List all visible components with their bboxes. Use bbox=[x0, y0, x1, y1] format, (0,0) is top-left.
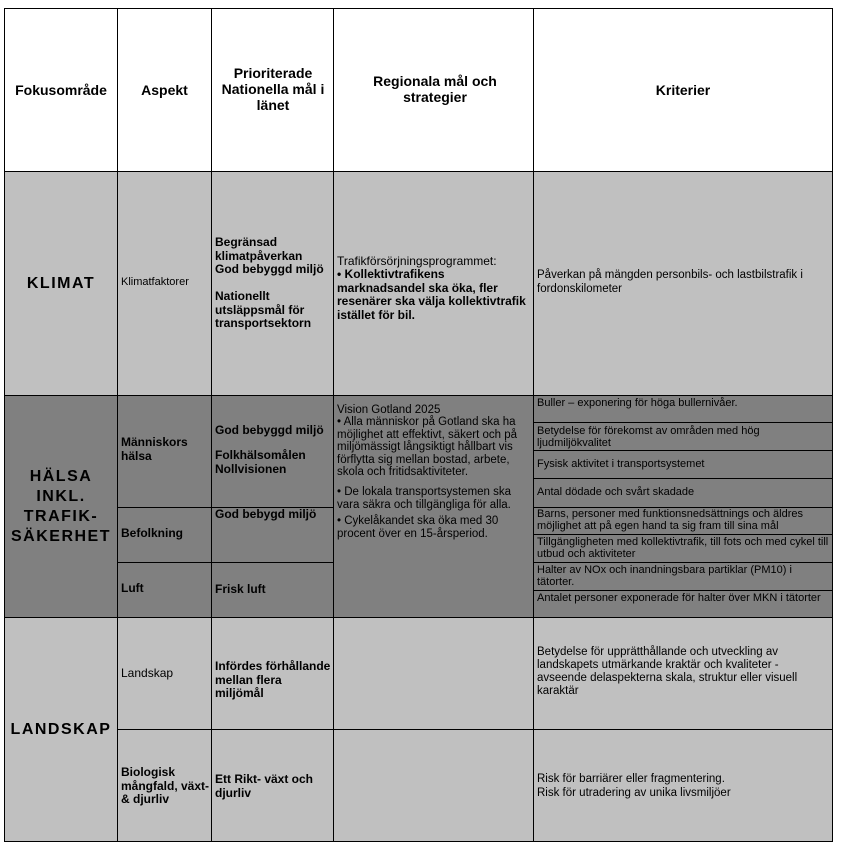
landskap-kriterier-bio-2: Risk för utradering av unika livsmiljöer bbox=[537, 787, 731, 799]
klimat-mal-2: God bebyggd miljö bbox=[215, 262, 324, 276]
header-fokusomrade: Fokusområde bbox=[15, 82, 107, 98]
halsa-mal-manniskors-3: Nollvisionen bbox=[215, 462, 287, 476]
halsa-regional-b3: • Cykelåkandet ska öka med 30 procent över en 15-årsperiod. bbox=[337, 515, 499, 540]
halsa-mal-manniskors-1: God bebyggd miljö bbox=[215, 423, 324, 437]
halsa-mal-befolkning: God bebygd miljö bbox=[215, 507, 317, 521]
klimat-area-label: KLIMAT bbox=[26, 274, 96, 292]
halsa-regional-b2: • De lokala transportsystemen ska vara säkra och tillgängliga för alla. bbox=[337, 486, 512, 511]
landskap-aspekt-bio: Biologisk mångfald, växt- & djurliv bbox=[121, 765, 210, 806]
halsa-kriterier-4: Antal dödade och svårt skadade bbox=[537, 486, 695, 498]
landskap-mal-bio: Ett Rikt- växt och djurliv bbox=[215, 772, 314, 800]
halsa-regional-b1: • Alla människor på Gotland ska ha möjlighet att effektivt, säkert och på miljömässigt långsiktigt hållbart vis förflytta sig mellan bostad, arbete, skola och fritidsaktiviteter. bbox=[337, 416, 518, 478]
landskap-aspekt-landskap: Landskap bbox=[121, 666, 174, 680]
halsa-aspekt-befolkning: Befolkning bbox=[121, 526, 183, 540]
halsa-kriterier-7: Halter av NOx och inandningsbara partiklar (PM10) i tätorter. bbox=[537, 564, 792, 588]
header-kriterier: Kriterier bbox=[655, 82, 711, 98]
klimat-kriterier: Påverkan på mängden personbils- och lastbilstrafik i fordonskilometer bbox=[537, 269, 803, 295]
landskap-mal-landskap: Infördes förhållande mellan flera miljömål bbox=[215, 659, 331, 700]
header-aspekt: Aspekt bbox=[141, 82, 188, 98]
halsa-area-label: HÄLSA INKL. TRAFIK-SÄKERHET bbox=[10, 467, 111, 545]
halsa-kriterier-8: Antalet personer exponerade för halter över MKN i tätorter bbox=[537, 592, 821, 604]
halsa-aspekt-luft: Luft bbox=[121, 581, 144, 595]
halsa-aspekt-manniskors: Människors hälsa bbox=[121, 435, 188, 463]
halsa-kriterier-6: Tillgängligheten med kollektivtrafik, till fots och med cykel till utbud och aktiviteter bbox=[537, 536, 829, 560]
klimat-aspekt: Klimatfaktorer bbox=[121, 276, 189, 288]
klimat-regional-bullet: • Kollektivtrafikens marknadsandel ska öka, fler resenärer ska välja kollektivtrafik istället för bil. bbox=[337, 267, 526, 322]
halsa-kriterier-1: Buller – exponering för höga bullernivåer. bbox=[537, 397, 738, 409]
landskap-kriterier-landskap: Betydelse för upprätthållande och utveckling av landskapets utmärkande kraktär och kvaliteter - avseende delaspekterna skala, struktur eller visuell karaktär bbox=[537, 646, 798, 697]
header-prioriterade: Prioriterade Nationella mål i länet bbox=[221, 65, 325, 113]
halsa-mal-manniskors-2: Folkhälsomålen bbox=[215, 448, 306, 462]
landskap-kriterier-bio-1: Risk för barriärer eller fragmentering. bbox=[537, 773, 725, 785]
halsa-kriterier-3: Fysisk aktivitet i transportsystemet bbox=[537, 458, 705, 470]
landskap-area-label: LANDSKAP bbox=[10, 720, 112, 738]
klimat-regional-title: Trafikförsörjningsprogrammet: bbox=[337, 254, 497, 268]
halsa-kriterier-5: Barns, personer med funktionsnedsättnings och äldres möjlighet att på egen hand ta sig fram till sina mål bbox=[537, 508, 803, 532]
halsa-regional-title: Vision Gotland 2025 bbox=[337, 404, 441, 416]
klimat-mal-3: Nationellt utsläppsmål för transportsektorn bbox=[215, 289, 312, 330]
klimat-mal-1: Begränsad klimatpåverkan bbox=[215, 235, 303, 263]
halsa-kriterier-2: Betydelse för förekomst av områden med hög ljudmiljökvalitet bbox=[537, 425, 760, 449]
halsa-mal-luft: Frisk luft bbox=[215, 582, 266, 596]
header-regionala: Regionala mål och strategier bbox=[373, 73, 497, 105]
